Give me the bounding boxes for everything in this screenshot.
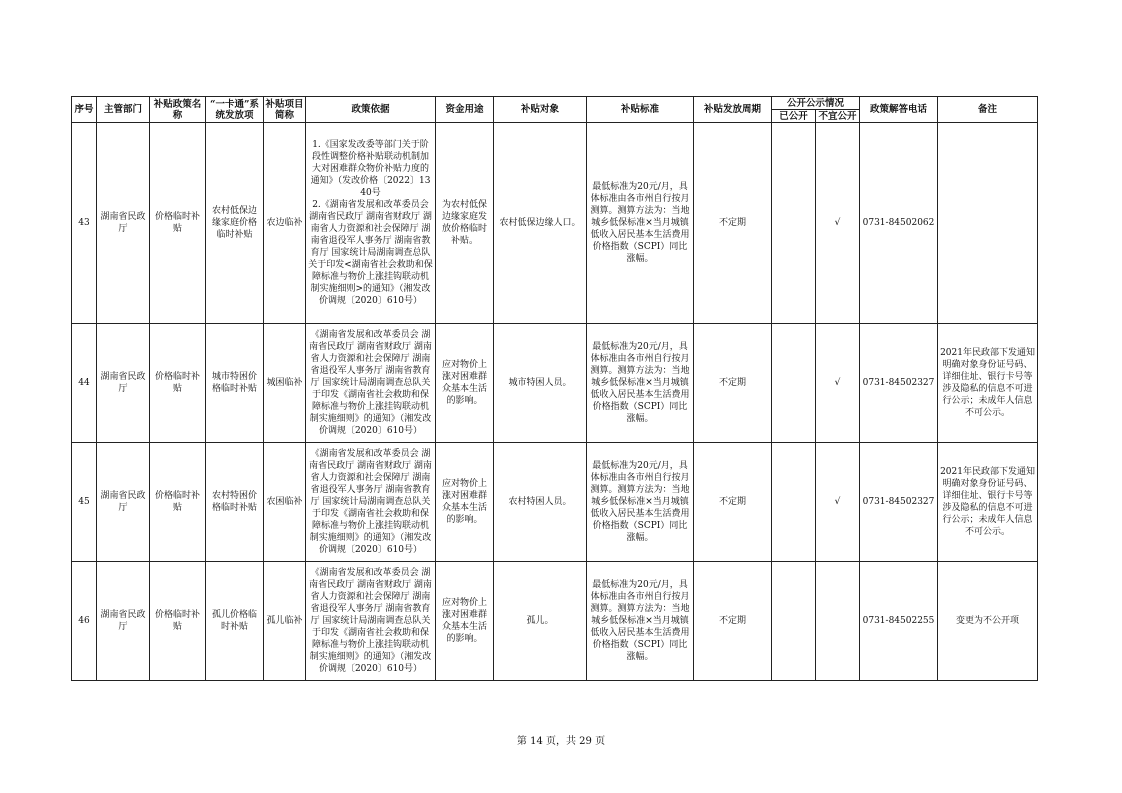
cell-seq: 44 bbox=[72, 324, 97, 443]
header-seq: 序号 bbox=[72, 97, 97, 123]
basis-text: 1.《国家发改委等部门关于阶段性调整价格补贴联动机制加大对困难群众物价补贴力度的通知》（发改价格〔2022〕1340号 2.《湖南省发展和改革委员会 湖南省民政厅 湖南省财政厅 湖南省人力资源和社会保障厅 湖南省退役军人事务厅 湖南省教育厅 国家统计局湖南调查总队关于印发<湖南省社会救助和保障标准与物价上涨挂钩联动机制实施细则>的通知》（湘发改价调规〔2020〕610号） bbox=[308, 140, 433, 306]
basis-text: 《湖南省发展和改革委员会 湖南省民政厅 湖南省财政厅 湖南省人力资源和社会保障厅 湖南省退役军人事务厅 湖南省教育厅 国家统计局湖南调查总队关于印发《湖南省社会救助和保障标准与物价上涨挂钩联动机制实施细则》的通知》（湘发改价调规〔2020〕610号） bbox=[309, 330, 432, 436]
page-footer: 第 14 页，共 29 页 bbox=[516, 736, 606, 747]
cell-public bbox=[772, 443, 816, 562]
cell-phone: 0731-84502327 bbox=[860, 324, 938, 443]
cell-phone: 0731-84502255 bbox=[860, 562, 938, 681]
header-not-public: 不宜公开 bbox=[816, 110, 860, 123]
cell-note: 2021年民政部下发通知明确对象身份证号码、详细住址、银行卡号等涉及隐私的信息不可进行公示；未成年人信息不可公示。 bbox=[938, 443, 1038, 562]
cell-policy-name: 价格临时补贴 bbox=[150, 443, 206, 562]
header-standard: 补贴标准 bbox=[587, 97, 694, 123]
table-row bbox=[72, 324, 1038, 443]
cell-seq: 46 bbox=[72, 562, 97, 681]
header-dept: 主管部门 bbox=[97, 97, 150, 123]
cell-policy-name: 价格临时补贴 bbox=[150, 123, 206, 324]
cell-seq: 45 bbox=[72, 443, 97, 562]
cell-card-item: 城市特困价格临时补贴 bbox=[206, 324, 264, 443]
cell-dept: 湖南省民政厅 bbox=[97, 443, 150, 562]
cell-cycle: 不定期 bbox=[694, 443, 772, 562]
cell-cycle: 不定期 bbox=[694, 123, 772, 324]
cell-card-item: 孤儿价格临时补贴 bbox=[206, 562, 264, 681]
table-row bbox=[72, 123, 1038, 324]
cell-not-public: √ bbox=[816, 443, 860, 562]
header-fund-use: 资金用途 bbox=[436, 97, 494, 123]
cell-basis bbox=[306, 324, 436, 443]
cell-standard: 最低标准为20元/月，具体标准由各市州自行按月测算。测算方法为：当地城乡低保标准×当月城镇低收入居民基本生活费用价格指数（SCPI）同比涨幅。 bbox=[587, 123, 694, 324]
cell-public bbox=[772, 562, 816, 681]
cell-cycle: 不定期 bbox=[694, 562, 772, 681]
cell-note: 2021年民政部下发通知明确对象身份证号码、详细住址、银行卡号等涉及隐私的信息不可进行公示；未成年人信息不可公示。 bbox=[938, 324, 1038, 443]
cell-standard: 最低标准为20元/月，具体标准由各市州自行按月测算。测算方法为：当地城乡低保标准×当月城镇低收入居民基本生活费用价格指数（SCPI）同比涨幅。 bbox=[587, 443, 694, 562]
cell-short-name: 城困临补 bbox=[264, 324, 306, 443]
cell-not-public: √ bbox=[816, 123, 860, 324]
cell-short-name: 农困临补 bbox=[264, 443, 306, 562]
header-public: 已公开 bbox=[772, 110, 816, 123]
cell-policy-name: 价格临时补贴 bbox=[150, 324, 206, 443]
cell-public bbox=[772, 123, 816, 324]
table-row bbox=[72, 562, 1038, 681]
header-row bbox=[72, 97, 1038, 110]
cell-note bbox=[938, 123, 1038, 324]
cell-card-item: 农村特困价格临时补贴 bbox=[206, 443, 264, 562]
cell-not-public: √ bbox=[816, 324, 860, 443]
cell-seq: 43 bbox=[72, 123, 97, 324]
cell-basis bbox=[306, 443, 436, 562]
header-basis: 政策依据 bbox=[306, 97, 436, 123]
cell-dept: 湖南省民政厅 bbox=[97, 324, 150, 443]
cell-standard: 最低标准为20元/月，具体标准由各市州自行按月测算。测算方法为：当地城乡低保标准×当月城镇低收入居民基本生活费用价格指数（SCPI）同比涨幅。 bbox=[587, 324, 694, 443]
header-card-item: “一卡通”系统发放项 bbox=[206, 97, 264, 123]
cell-phone: 0731-84502327 bbox=[860, 443, 938, 562]
header-disclosure: 公开公示情况 bbox=[772, 97, 860, 110]
cell-standard: 最低标准为20元/月，具体标准由各市州自行按月测算。测算方法为：当地城乡低保标准×当月城镇低收入居民基本生活费用价格指数（SCPI）同比涨幅。 bbox=[587, 562, 694, 681]
cell-short-name: 孤儿临补 bbox=[264, 562, 306, 681]
header-cycle: 补贴发放周期 bbox=[694, 97, 772, 123]
cell-public bbox=[772, 324, 816, 443]
cell-policy-name: 价格临时补贴 bbox=[150, 562, 206, 681]
cell-dept: 湖南省民政厅 bbox=[97, 123, 150, 324]
header-target: 补贴对象 bbox=[494, 97, 587, 123]
cell-card-item: 农村低保边缘家庭价格临时补贴 bbox=[206, 123, 264, 324]
cell-short-name: 农边临补 bbox=[264, 123, 306, 324]
cell-dept: 湖南省民政厅 bbox=[97, 562, 150, 681]
subsidy-policy-table bbox=[71, 96, 1038, 681]
cell-target: 城市特困人员。 bbox=[494, 324, 587, 443]
header-note: 备注 bbox=[938, 97, 1038, 123]
cell-fund-use: 为农村低保边缘家庭发放价格临时补贴。 bbox=[436, 123, 494, 324]
cell-fund-use: 应对物价上涨对困难群众基本生活的影响。 bbox=[436, 324, 494, 443]
cell-phone: 0731-84502062 bbox=[860, 123, 938, 324]
basis-text: 《湖南省发展和改革委员会 湖南省民政厅 湖南省财政厅 湖南省人力资源和社会保障厅 湖南省退役军人事务厅 湖南省教育厅 国家统计局湖南调查总队关于印发《湖南省社会救助和保障标准与物价上涨挂钩联动机制实施细则》的通知》（湘发改价调规〔2020〕610号） bbox=[309, 568, 432, 674]
cell-basis bbox=[306, 562, 436, 681]
cell-not-public bbox=[816, 562, 860, 681]
header-policy-name: 补贴政策名称 bbox=[150, 97, 206, 123]
cell-target: 农村特困人员。 bbox=[494, 443, 587, 562]
table-row bbox=[72, 443, 1038, 562]
cell-fund-use: 应对物价上涨对困难群众基本生活的影响。 bbox=[436, 562, 494, 681]
header-short-name: 补贴项目简称 bbox=[265, 98, 304, 121]
cell-target: 农村低保边缘人口。 bbox=[494, 123, 587, 324]
cell-cycle: 不定期 bbox=[694, 324, 772, 443]
cell-basis bbox=[306, 123, 436, 324]
cell-fund-use: 应对物价上涨对困难群众基本生活的影响。 bbox=[436, 443, 494, 562]
cell-note: 变更为不公开项 bbox=[938, 562, 1038, 681]
cell-target: 孤儿。 bbox=[494, 562, 587, 681]
basis-text: 《湖南省发展和改革委员会 湖南省民政厅 湖南省财政厅 湖南省人力资源和社会保障厅 湖南省退役军人事务厅 湖南省教育厅 国家统计局湖南调查总队关于印发《湖南省社会救助和保障标准与物价上涨挂钩联动机制实施细则》的通知》（湘发改价调规〔2020〕610号） bbox=[309, 449, 432, 555]
header-phone: 政策解答电话 bbox=[860, 97, 938, 123]
